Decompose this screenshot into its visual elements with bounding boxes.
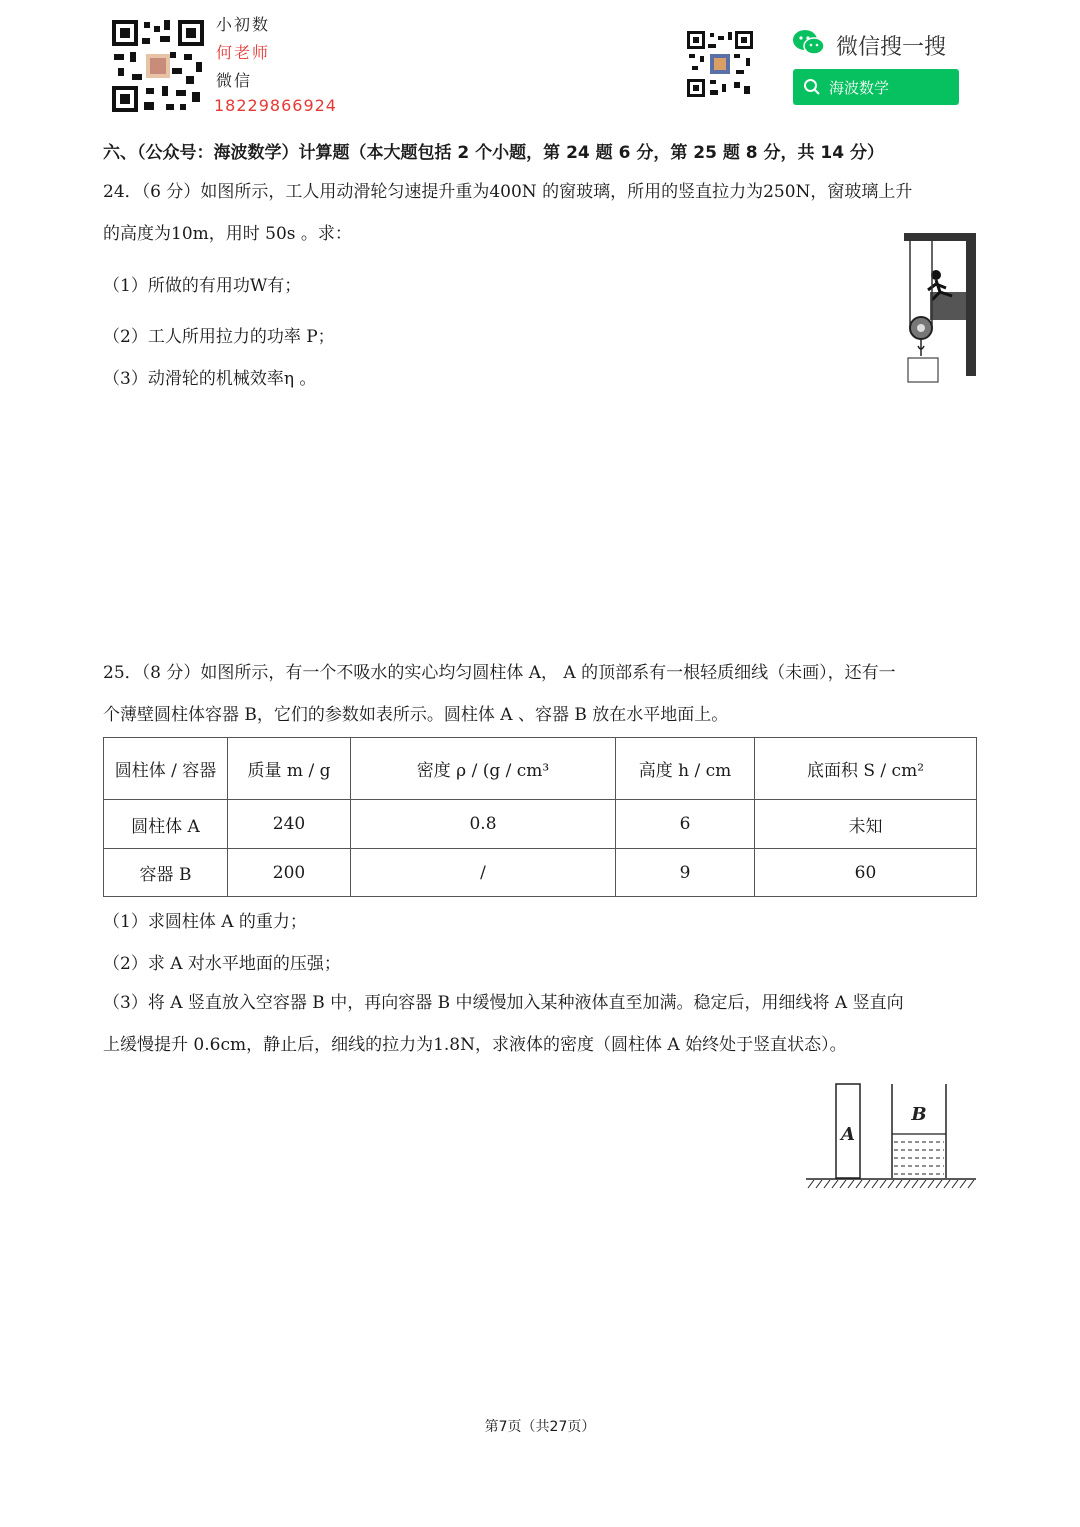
- q25-sub3-line1: （3）将 A 竖直放入空容器 B 中，再向容器 B 中缓慢加入某种液体直至加满。稳定后，用细线将 A 竖直向: [103, 993, 904, 1013]
- q24-sub2: （2）工人所用拉力的功率 P；: [103, 327, 335, 347]
- search-icon: [803, 78, 821, 96]
- figure-label-b: B: [911, 1104, 927, 1125]
- contact-line-1: 小初数: [216, 15, 271, 34]
- q25-line1: 25．（8 分）如图所示，有一个不吸水的实心均匀圆柱体 A， A 的顶部系有一根轻质细线（未画），还有一: [103, 663, 896, 683]
- section-title: 六、（公众号：海波数学）计算题（本大题包括 2 个小题，第 24 题 6 分，第 25 题 8 分，共 14 分）: [103, 143, 884, 163]
- cylinder-container-figure: [804, 1080, 978, 1192]
- table-cell: 9: [616, 849, 755, 897]
- table-cell: 未知: [755, 800, 977, 849]
- table-cell: 0.8: [351, 800, 616, 849]
- qr-code-right: [686, 30, 754, 98]
- table-header-cell: 圆柱体 / 容器: [104, 738, 228, 800]
- q24-line1: 24．（6 分）如图所示，工人用动滑轮匀速提升重为400N 的窗玻璃，所用的竖直拉力为250N，窗玻璃上升: [103, 182, 913, 202]
- contact-phone: 18229866924: [214, 96, 337, 115]
- page-footer: 第7页（共27页）: [484, 1419, 596, 1435]
- table-row: [104, 849, 977, 897]
- q24-line2: 的高度为10m，用时 50s 。求：: [103, 224, 352, 244]
- wechat-search-title: 微信搜一搜: [836, 35, 947, 60]
- q25-sub1: （1）求圆柱体 A 的重力；: [103, 912, 307, 932]
- table-header-cell: 底面积 S / cm²: [755, 738, 977, 800]
- contact-line-2: 何老师: [216, 43, 271, 62]
- wechat-search-button[interactable]: [793, 69, 959, 105]
- table-row: [104, 800, 977, 849]
- figure-label-a: A: [841, 1124, 855, 1145]
- table-header-row: [104, 738, 977, 800]
- table-cell: /: [351, 849, 616, 897]
- table-header-cell: 密度 ρ / (g / cm³: [351, 738, 616, 800]
- table-cell: 240: [228, 800, 351, 849]
- table-cell: 6: [616, 800, 755, 849]
- q24-sub3: （3）动滑轮的机械效率η 。: [103, 369, 317, 389]
- qr-code-left: [110, 18, 206, 114]
- table-header-cell: 质量 m / g: [228, 738, 351, 800]
- q25-sub3-line2: 上缓慢提升 0.6cm，静止后，细线的拉力为1.8N，求液体的密度（圆柱体 A 始终处于竖直状态）。: [103, 1035, 847, 1055]
- contact-line-3: 微信: [216, 71, 253, 90]
- q25-sub2: （2）求 A 对水平地面的压强；: [103, 954, 341, 974]
- parameter-table: [103, 737, 977, 897]
- table-header-cell: 高度 h / cm: [616, 738, 755, 800]
- wechat-logo-icon: [792, 28, 826, 58]
- wechat-search-button-label: 海波数学: [829, 78, 890, 97]
- table-cell: 容器 B: [104, 849, 228, 897]
- q24-sub1: （1）所做的有用功W有；: [103, 276, 302, 296]
- table-cell: 60: [755, 849, 977, 897]
- table-cell: 圆柱体 A: [104, 800, 228, 849]
- q25-line2: 个薄壁圆柱体容器 B，它们的参数如表所示。圆柱体 A 、容器 B 放在水平地面上。: [103, 705, 729, 725]
- pulley-worker-figure: [900, 228, 980, 384]
- table-cell: 200: [228, 849, 351, 897]
